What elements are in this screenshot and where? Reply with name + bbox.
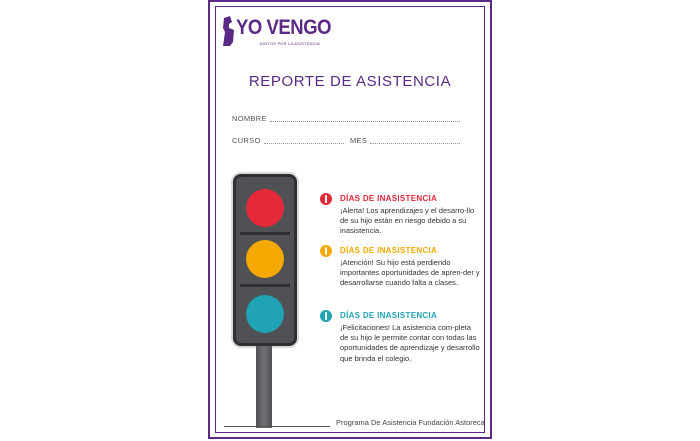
nombre-label: NOMBRE (232, 114, 267, 123)
teal-section-body: ¡Felicitaciones! La asistencia com-pleta de su hijo le permite contar con todas las oportunidades de aprendizaje y desarrollo que brinda el colegio. (340, 323, 480, 363)
amber-section-heading: DÍAS DE INASISTENCIA (340, 246, 438, 255)
exclamation-icon (320, 310, 332, 322)
logo-figure-icon (220, 16, 236, 46)
red-lamp (246, 189, 284, 227)
curso-label: CURSO (232, 136, 261, 145)
lamp-separator (240, 284, 290, 287)
logo-tagline: JUNTOS POR LA ASISTENCIA (259, 41, 320, 46)
page-title: REPORTE DE ASISTENCIA (248, 73, 452, 90)
mes-label: MES (350, 136, 368, 145)
mes-line[interactable] (370, 143, 460, 144)
exclamation-icon (320, 193, 332, 205)
traffic-light-pole (256, 346, 272, 428)
amber-lamp (246, 240, 284, 278)
amber-section-body: ¡Atención! Su hijo está perdiendo importantes oportunidades de apren-der y desarrollarse cuando falta a clases. (340, 258, 480, 288)
exclamation-icon (320, 245, 332, 257)
logo-text: YO VENGO (236, 16, 332, 39)
teal-section-heading: DÍAS DE INASISTENCIA (340, 311, 438, 320)
footer-text: Programa De Asistencia Fundación Astoreca (336, 418, 485, 427)
nombre-line[interactable] (270, 121, 460, 122)
red-section-body: ¡Alerta! Los aprendizajes y el desarro-llo de su hijo están en riesgo debido a su inasistencia. (340, 206, 475, 236)
red-section-heading: DÍAS DE INASISTENCIA (340, 194, 438, 203)
curso-line[interactable] (264, 143, 344, 144)
teal-lamp (246, 295, 284, 333)
ground-line (224, 426, 330, 427)
lamp-separator (240, 232, 290, 235)
